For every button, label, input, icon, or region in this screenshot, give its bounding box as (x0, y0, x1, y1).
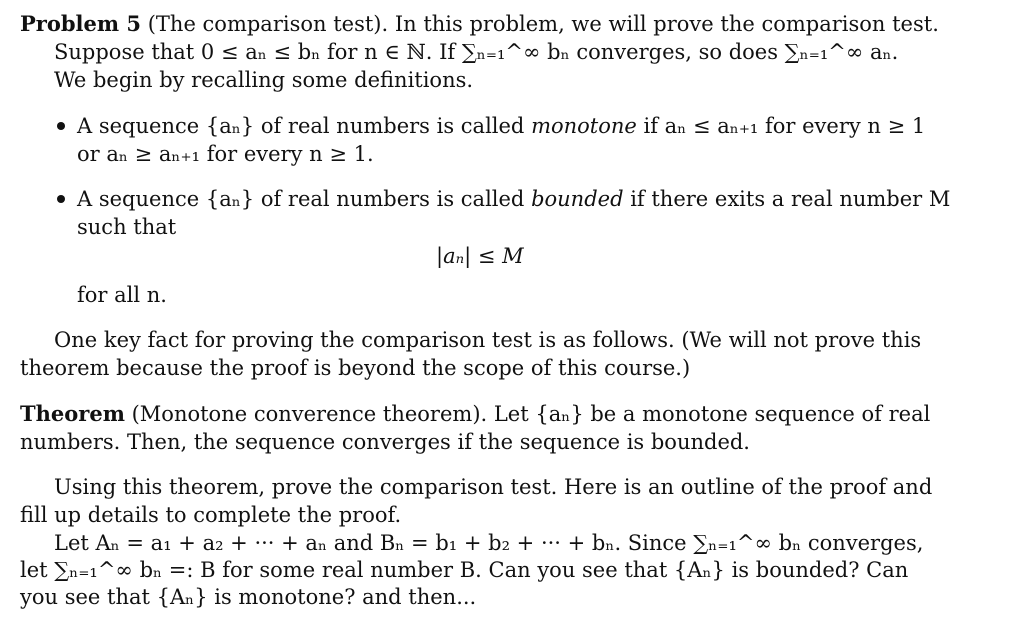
outline-line-5: you see that {Aₙ} is monotone? and then... (20, 585, 477, 609)
problem-intro-line-3: We begin by recalling some definitions. (54, 68, 474, 92)
outline-line-2: fill up details to complete the proof. (20, 503, 402, 527)
monotone-definition-line-2: or aₙ ≥ aₙ₊₁ for every n ≥ 1. (77, 142, 374, 166)
bounded-definition-prefix: A sequence {aₙ} of real numbers is called (77, 187, 532, 211)
monotone-definition-line-1 (77, 112, 925, 140)
outline-line-3: Let Aₙ = a₁ + a₂ + ··· + aₙ and Bₙ = b₁ + b₂ + ··· + bₙ. Since ∑ₙ₌₁^∞ bₙ converges, (54, 531, 924, 555)
bounded-definition-line-3: for all n. (77, 283, 167, 307)
key-fact-line-1: One key fact for proving the comparison test is as follows. (We will not prove this (54, 328, 922, 352)
bullet-dot-icon (57, 195, 65, 203)
outline-line-1: Using this theorem, prove the comparison test. Here is an outline of the proof and (54, 475, 933, 499)
problem-intro-text: (The comparison test). In this problem, we will prove the comparison test. (147, 12, 939, 36)
problem-intro-line-1 (20, 10, 939, 38)
bounded-term: bounded (531, 187, 624, 211)
problem-heading: Problem 5 (20, 11, 142, 36)
bounded-formula: |aₙ| ≤ M (436, 244, 524, 268)
outline-line-4: let ∑ₙ₌₁^∞ bₙ =: B for some real number B. Can you see that {Aₙ} is bounded? Can (20, 558, 909, 582)
theorem-line-2: numbers. Then, the sequence converges if the sequence is bounded. (20, 430, 750, 454)
monotone-term: monotone (531, 114, 637, 138)
theorem-text: (Monotone converence theorem). Let {aₙ} be a monotone sequence of real (131, 402, 931, 426)
bullet-dot-icon (57, 122, 65, 130)
bounded-definition-line-1 (77, 185, 950, 213)
theorem-line-1 (20, 400, 930, 428)
bounded-definition-suffix: if there exits a real number M (623, 187, 951, 211)
monotone-definition-prefix: A sequence {aₙ} of real numbers is called (77, 114, 532, 138)
bounded-definition-line-2: such that (77, 215, 177, 239)
theorem-heading: Theorem (20, 401, 125, 426)
problem-intro-line-2: Suppose that 0 ≤ aₙ ≤ bₙ for n ∈ ℕ. If ∑ₙ₌₁^∞ bₙ converges, so does ∑ₙ₌₁^∞ aₙ. (54, 40, 899, 64)
monotone-definition-suffix: if aₙ ≤ aₙ₊₁ for every n ≥ 1 (636, 114, 926, 138)
key-fact-line-2: theorem because the proof is beyond the scope of this course.) (20, 356, 691, 380)
